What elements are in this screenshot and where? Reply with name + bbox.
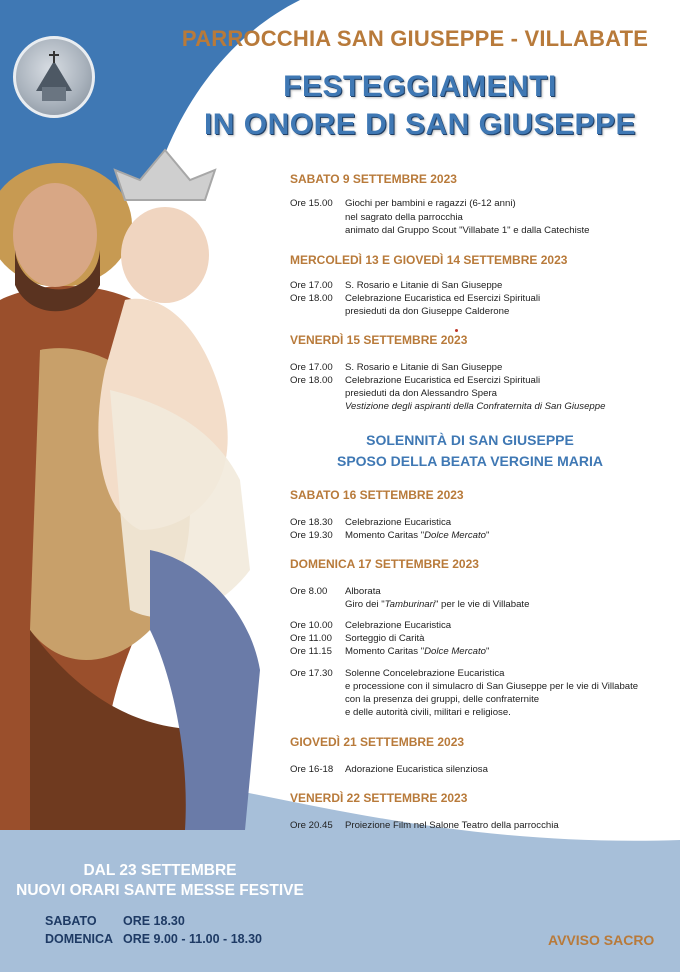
section-date: SABATO 16 SETTEMBRE 2023 [290, 488, 464, 502]
event-row [290, 375, 540, 386]
event-title: Celebrazione Eucaristica [345, 620, 452, 631]
event-row [290, 646, 489, 657]
event-time: Ore 19.30 [290, 530, 333, 541]
red-dot-mark [455, 329, 458, 332]
event-title: Celebrazione Eucaristica ed Esercizi Spirituali [345, 293, 541, 304]
sacred-notice-label: AVVISO SACRO [548, 932, 655, 948]
event-title: S. Rosario e Litanie di San Giuseppe [345, 362, 503, 373]
event-title: Momento Caritas "Dolce Mercato" [345, 646, 490, 657]
footer-heading-line1: DAL 23 SETTEMBRE [83, 862, 237, 879]
page-title-line1: FESTEGGIAMENTI [283, 70, 557, 103]
solemnity-heading-line1: SOLENNITÀ DI SAN GIUSEPPE [366, 432, 574, 448]
event-time: Ore 10.00 [290, 620, 333, 631]
parish-logo [13, 36, 95, 118]
section-date: DOMENICA 17 SETTEMBRE 2023 [290, 557, 479, 571]
event-time: Ore 20.45 [290, 820, 333, 831]
section-date: VENERDÌ 15 SETTEMBRE 2023 [290, 333, 468, 347]
event-time: Ore 18.00 [290, 375, 333, 386]
event-row [290, 362, 502, 373]
day-label: SABATO [45, 914, 97, 928]
event-title: Celebrazione Eucaristica [345, 517, 452, 528]
section-date: VENERDÌ 22 SETTEMBRE 2023 [290, 791, 468, 805]
section-date: MERCOLEDÌ 13 E GIOVEDÌ 14 SETTEMBRE 2023 [290, 253, 568, 267]
event-time: Ore 11.15 [290, 646, 332, 657]
event-row [290, 668, 504, 679]
event-time: Ore 17.30 [290, 668, 333, 679]
event-title: Giochi per bambini e ragazzi (6-12 anni) [345, 198, 516, 209]
event-title: Solenne Concelebrazione Eucaristica [345, 668, 505, 679]
event-row [290, 280, 502, 291]
event-time: Ore 18.00 [290, 293, 333, 304]
event-title: Momento Caritas "Dolce Mercato" [345, 530, 490, 541]
event-row [290, 620, 451, 631]
event-detail: e delle autorità civili, militari e religiose. [345, 707, 511, 718]
event-time: Ore 8.00 [290, 586, 328, 597]
event-time: Ore 15.00 [290, 198, 333, 209]
event-time: Ore 16-18 [290, 764, 334, 775]
event-title: Adorazione Eucaristica silenziosa [345, 764, 488, 775]
event-time: Ore 18.30 [290, 517, 333, 528]
day-label: DOMENICA [45, 932, 114, 946]
church-icon [16, 39, 92, 115]
event-detail: presieduti da don Alessandro Spera [345, 388, 498, 399]
event-title: Alborata [345, 586, 381, 597]
event-detail: Vestizione degli aspiranti della Confraternita di San Giuseppe [345, 401, 606, 412]
solemnity-heading-line2: SPOSO DELLA BEATA VERGINE MARIA [336, 453, 603, 469]
event-detail: e processione con il simulacro di San Giuseppe per le vie di Villabate [345, 681, 639, 692]
event-detail: nel sagrato della parrocchia [345, 212, 463, 223]
event-row [290, 633, 424, 644]
event-row [290, 293, 540, 304]
event-detail: presieduti da don Giuseppe Calderone [345, 306, 510, 317]
section-date: SABATO 9 SETTEMBRE 2023 [290, 172, 457, 186]
parish-name: PARROCCHIA SAN GIUSEPPE - VILLABATE [181, 26, 649, 51]
event-detail: Giro dei "Tamburinari" per le vie di Villabate [345, 599, 530, 610]
san-giuseppe-statue-image [0, 110, 290, 830]
mass-times: ORE 9.00 - 11.00 - 18.30 [123, 932, 262, 946]
event-title: Sorteggio di Carità [345, 633, 425, 644]
event-row [290, 517, 451, 528]
event-title: Celebrazione Eucaristica ed Esercizi Spirituali [345, 375, 541, 386]
event-time: Ore 11.00 [290, 633, 332, 644]
event-row [290, 198, 516, 209]
event-row [290, 586, 381, 597]
event-title: Proiezione Film nel Salone Teatro della parrocchia [345, 820, 559, 831]
mass-times: ORE 18.30 [123, 914, 185, 928]
event-detail: animato dal Gruppo Scout "Villabate 1" e dalla Catechiste [345, 225, 590, 236]
event-detail: con la presenza dei gruppi, delle confraternite [345, 694, 540, 705]
section-date: GIOVEDÌ 21 SETTEMBRE 2023 [290, 735, 465, 749]
sunday-mass-schedule [45, 932, 262, 946]
footer-heading-line2: NUOVI ORARI SANTE MESSE FESTIVE [16, 882, 304, 899]
event-time: Ore 17.00 [290, 362, 333, 373]
event-row [290, 820, 559, 831]
saturday-mass-schedule [45, 914, 185, 928]
event-time: Ore 17.00 [290, 280, 333, 291]
event-title: S. Rosario e Litanie di San Giuseppe [345, 280, 503, 291]
page-title-line2: IN ONORE DI SAN GIUSEPPE [203, 108, 637, 141]
event-row [290, 764, 488, 775]
event-row [290, 530, 489, 541]
